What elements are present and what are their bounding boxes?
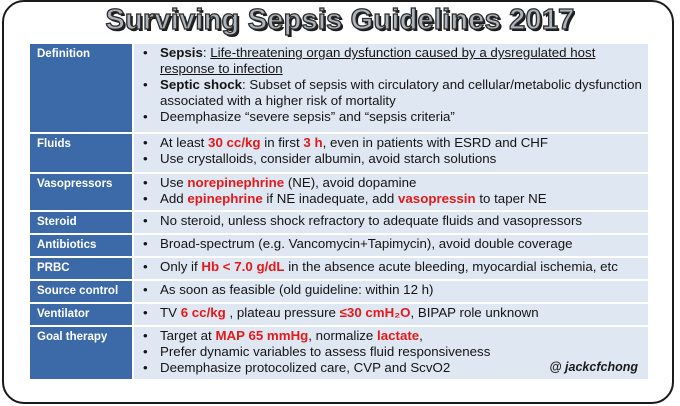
row-label-antibiotics: Antibiotics (30, 235, 134, 256)
row-content-source-control (134, 281, 648, 302)
row-vasopressors (30, 174, 648, 210)
bullet-item: • Add epinephrine if NE inadequate, add vasopressin to taper NE (136, 191, 642, 207)
row-content-vasopressors (134, 174, 648, 210)
row-content-antibiotics (134, 235, 648, 256)
row-content-definition (134, 44, 648, 132)
bullet-item: • As soon as feasible (old guideline: within 12 h) (136, 282, 642, 298)
bullet-item: • Deemphasize “severe sepsis” and “sepsis criteria” (136, 109, 642, 125)
row-content-steroid (134, 212, 648, 233)
row-definition (30, 44, 648, 132)
author-credit: @ jackcfchong (549, 360, 638, 374)
row-content-goal-therapy (134, 327, 648, 379)
row-label-ventilator: Ventilator (30, 304, 134, 325)
bullet-item: • Only if Hb < 7.0 g/dL in the absence acute bleeding, myocardial ischemia, etc (136, 259, 642, 275)
bullet-item: • Broad-spectrum (e.g. Vancomycin+Tapimycin), avoid double coverage (136, 236, 642, 252)
row-label-prbc: PRBC (30, 258, 134, 279)
row-label-vasopressors: Vasopressors (30, 174, 134, 210)
row-label-fluids: Fluids (30, 134, 134, 172)
row-content-fluids (134, 134, 648, 172)
row-label-definition: Definition (30, 44, 134, 132)
bullet-item: • Target at MAP 65 mmHg, normalize lactate, (136, 328, 642, 344)
row-label-source-control: Source control (30, 281, 134, 302)
bullet-item: • No steroid, unless shock refractory to adequate fluids and vasopressors (136, 213, 642, 229)
page-title: Surviving Sepsis Guidelines 2017 (105, 4, 575, 36)
bullet-item: • Septic shock: Subset of sepsis with circulatory and cellular/metabolic dysfunction associated with a higher risk of mortality (136, 77, 642, 109)
row-label-steroid: Steroid (30, 212, 134, 233)
row-label-goal-therapy: Goal therapy (30, 327, 134, 379)
row-goal-therapy (30, 327, 648, 379)
guideline-table (30, 42, 648, 381)
bullet-item: • Sepsis: Life-threatening organ dysfunction caused by a dysregulated host response to infection (136, 45, 642, 77)
row-prbc (30, 258, 648, 279)
row-steroid (30, 212, 648, 233)
bullet-item: • Deemphasize protocolized care, CVP and ScvO2 (136, 360, 642, 376)
row-fluids (30, 134, 648, 172)
bullet-item: • At least 30 cc/kg in first 3 h, even in patients with ESRD and CHF (136, 135, 642, 151)
row-antibiotics (30, 235, 648, 256)
bullet-item: • TV 6 cc/kg , plateau pressure ≤30 cmH₂O, BIPAP role unknown (136, 305, 642, 321)
row-content-prbc (134, 258, 648, 279)
bullet-item: • Use norepinephrine (NE), avoid dopamine (136, 175, 642, 191)
row-content-ventilator (134, 304, 648, 325)
bullet-item: • Use crystalloids, consider albumin, avoid starch solutions (136, 151, 642, 167)
row-source-control (30, 281, 648, 302)
bullet-item: • Prefer dynamic variables to assess fluid responsiveness (136, 344, 642, 360)
row-ventilator (30, 304, 648, 325)
